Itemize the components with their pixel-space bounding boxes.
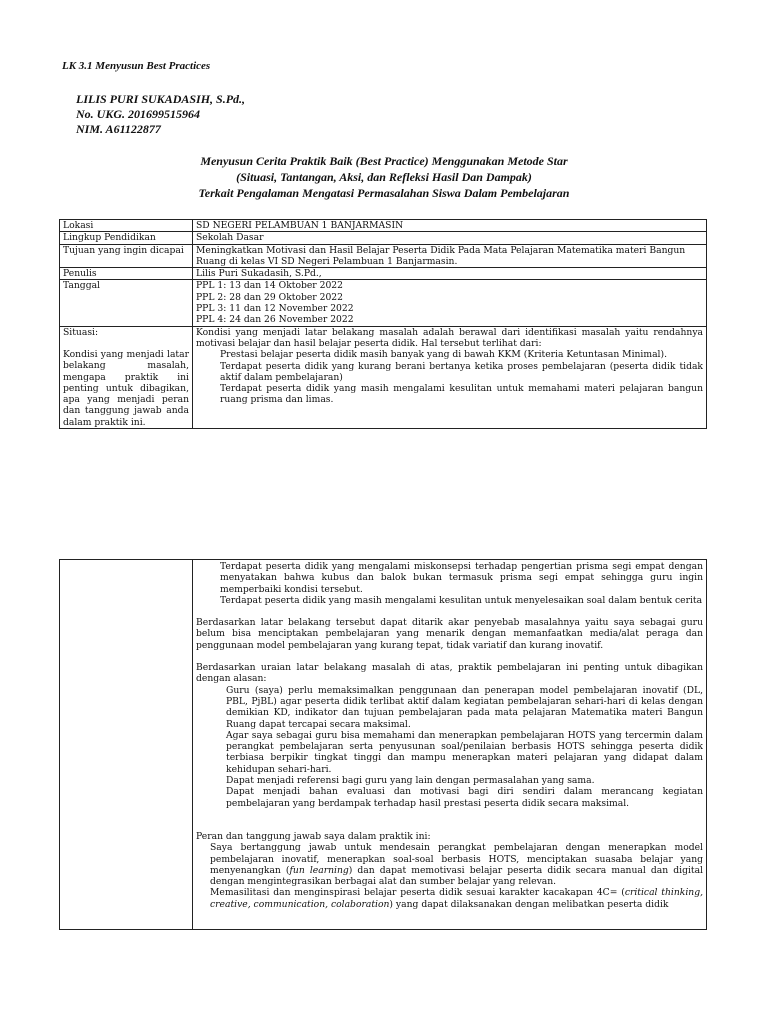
list-item: Guru (saya) perlu memaksimalkan penggunaan dan penerapan model pembelajaran inovatif (DL, PBL, PjBL) agar peserta didik terlibat aktif dalam kegiatan pembelajaran sehari-hari di kelas dengan demikian KD, indikator dan tujuan pembelajaran pada mata pelajaran Matematika materi Bangun Ruang dapat tercapai secara maksimal. [226,684,703,730]
table-row [60,244,707,268]
document-title-line1: Menyusun Cerita Praktik Baik (Best Practice) Menggunakan Metode Star [200,154,568,168]
tanggal-ppl3: PPL 3: 11 dan 12 November 2022 [196,303,354,315]
lingkup-value: Sekolah Dasar [193,232,707,244]
peran-item1-a: Saya bertanggung jawab untuk mendesain perangkat pembelajaran dengan menerapkan model pembelajaran inovatif, menerapkan soal-soal berbasis HOTS, menciptakan suasaba belajar yang menyenangkan ( [210,842,703,876]
document-title-line3: Terkait Pengalaman Mengatasi Permasalahan Siswa Dalam Pembelajaran [198,186,570,200]
lingkup-label: Lingkup Pendidikan [60,232,193,244]
penulis-value: Lilis Puri Sukadasih, S.Pd., [193,268,707,280]
author-name: LILIS PURI SUKADASIH, S.Pd., [76,92,246,106]
list-item: Dapat menjadi bahan evaluasi dan motivasi bagi diri sendiri dalam merancang kegiatan pembelajaran yang berdampak terhadap hasil prestasi peserta didik secara maksimal. [226,786,703,809]
lokasi-value: SD NEGERI PELAMBUAN 1 BANJARMASIN [193,220,707,232]
tanggal-ppl1: PPL 1: 13 dan 14 Oktober 2022 [196,280,343,292]
situasi-label-cell [60,326,193,428]
peran-item1-em: fun learning [289,864,349,876]
list-item: Agar saya sebagai guru bisa memahami dan menerapkan pembelajaran HOTS yang tercermin dalam perangkat pembelajaran serta penyusunan soal/penilaian berbasis HOTS sehingga peserta didik terbiasa berpikir tingkat tinggi dan mampu menerapkan materi pelajaran yang didapat dalam kehidupan sehari-hari. [226,729,703,775]
list-item: Terdapat peserta didik yang kurang berani bertanya ketika proses pembelajaran (peserta didik tidak aktif dalam pembelajaran) [220,360,703,383]
tujuan-value: Meningkatkan Motivasi dan Hasil Belajar Peserta Didik Pada Mata Pelajaran Matematika materi Bangun Ruang di kelas VI SD Negeri Pelambuan 1 Banjarmasin. [193,244,707,268]
table-row [60,280,707,326]
nim-number: NIM. A61122877 [76,122,161,136]
list-item: Dapat menjadi referensi bagi guru yang lain dengan permasalahan yang sama. [226,775,595,787]
tanggal-ppl2: PPL 2: 28 dan 29 Oktober 2022 [196,291,343,303]
penulis-label: Penulis [60,268,193,280]
table-row [60,220,707,232]
list-item [196,887,703,910]
penting-intro: Berdasarkan uraian latar belakang masalah di atas, praktik pembelajaran ini penting untuk dibagikan dengan alasan: [196,662,703,685]
table-row [60,560,707,930]
situasi-continuation [193,560,707,930]
worksheet-label: LK 3.1 Menyusun Best Practices [62,60,211,72]
peran-item1-b: ) dan dapat memotivasi belajar peserta didik secara manual dan digital dengan mengintegrasikan berbagai alat dan sumber belajar yang relevan. [210,864,703,888]
tanggal-ppl4: PPL 4: 24 dan 26 November 2022 [196,314,354,326]
document-title-line2: (Situasi, Tantangan, Aksi, dan Refleksi Hasil Dan Dampak) [236,170,532,184]
akar-masalah-paragraph: Berdasarkan latar belakang tersebut dapat ditarik akar penyebab masalahnya yaitu saya sebagai guru belum bisa menciptakan pembelajaran yang menarik dengan memanfaatkan media/alat peraga dan penggunaan model pembelajaran yang kurang tepat, tidak variatif dan kurang inovatif. [196,617,703,651]
peran-intro: Peran dan tanggung jawab saya dalam praktik ini: [196,830,431,842]
list-item: Terdapat peserta didik yang mengalami miskonsepsi terhadap pengertian prisma segi empat dengan menyatakan bahwa kubus dan balok bukan termasuk prisma segi empat sehingga guru ingin memperbaiki kondisi tersebut. [220,561,703,595]
lokasi-label: Lokasi [60,220,193,232]
table-row [60,268,707,280]
empty-label-cell [60,560,193,930]
ukg-number: No. UKG. 201699515964 [76,107,201,121]
list-item: Terdapat peserta didik yang masih mengalami kesulitan untuk memahami materi pelajaran bangun ruang prisma dan limas. [220,383,703,406]
tanggal-value [193,280,707,326]
list-item [196,842,703,887]
situasi-content [193,326,707,428]
situasi-intro: Kondisi yang menjadi latar belakang masalah adalah berawal dari identifikasi masalah yaitu rendahnya motivasi belajar dan hasil belajar peserta didik. Hal tersebut terlihat dari: [196,326,703,349]
table-row [60,326,707,428]
table-row [60,232,707,244]
peran-item2-a: Memasilitasi dan menginspirasi belajar peserta didik sesuai karakter kacakapan 4C= ( [210,887,625,899]
tanggal-label: Tanggal [60,280,193,326]
list-item: Prestasi belajar peserta didik masih banyak yang di bawah KKM (Kriteria Ketuntasan Minimal). [220,349,668,361]
situasi-continuation-table [59,559,707,930]
tujuan-label: Tujuan yang ingin dicapai [60,244,193,268]
peran-item2-b: ) yang dapat dilaksanakan dengan melibatkan peserta didik [389,898,669,910]
peran-item2-em: critical thinking, creative, communication, colaboration [210,887,703,910]
list-item: Terdapat peserta didik yang masih mengalami kesulitan untuk menyelesaikan soal dalam bentuk cerita [220,594,703,606]
info-table [59,219,707,429]
situasi-label: Situasi: [63,326,99,338]
situasi-description: Kondisi yang menjadi latar belakang masalah, mengapa praktik ini penting untuk dibagikan, apa yang menjadi peran dan tanggung jawab anda dalam praktik ini. [63,348,189,428]
